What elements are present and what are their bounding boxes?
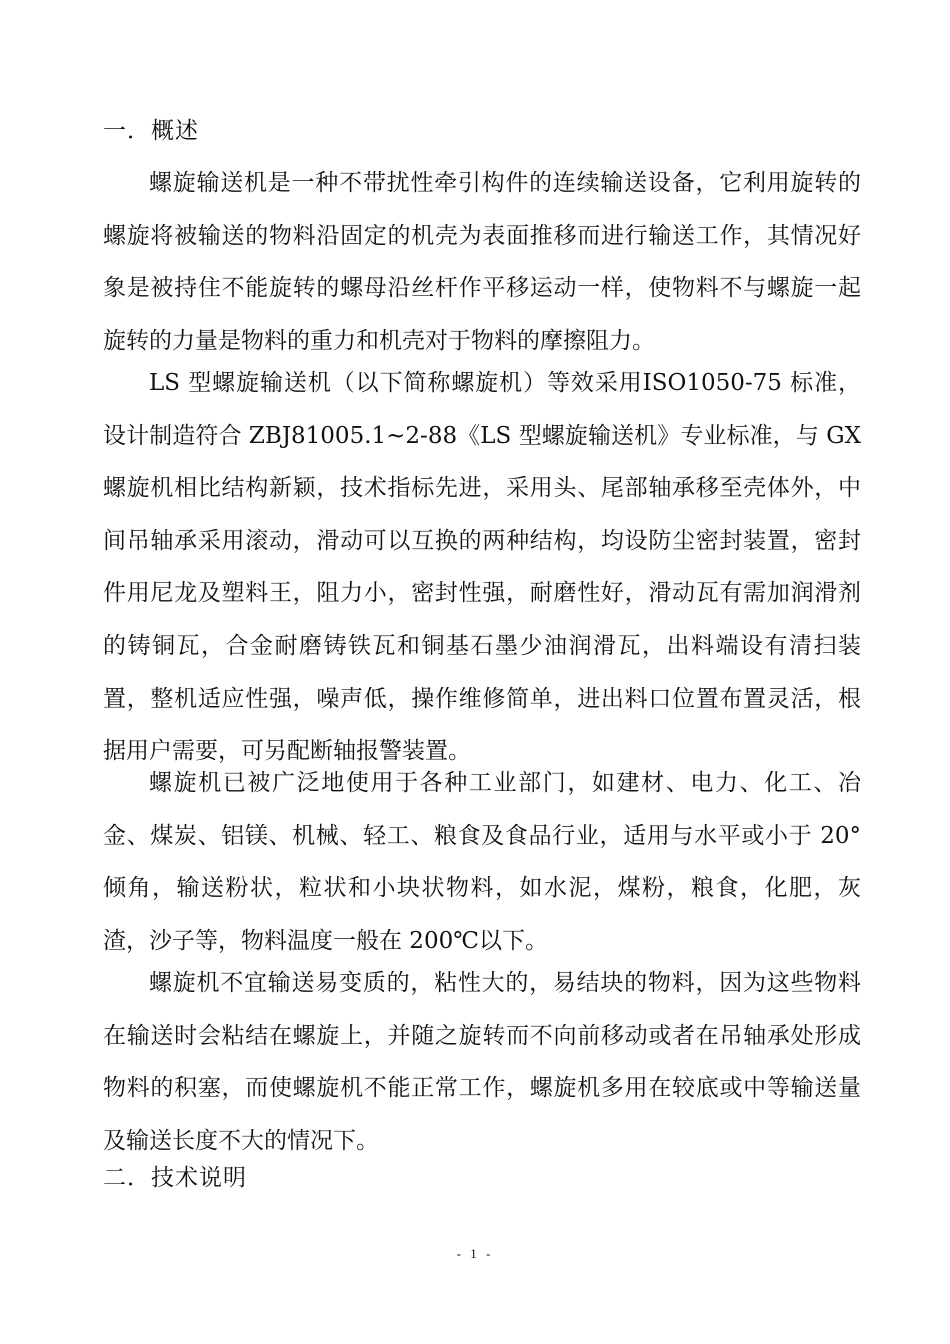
paragraph-ls-type-description: LS 型螺旋输送机（以下简称螺旋机）等效采用ISO1050-75 标准，设计制造符合 ZBJ81005.1~2-88《LS 型螺旋输送机》专业标准，与 GX 螺旋机相比结构新颖，技术指标先进，采用头、尾部轴承移至壳体外，中间吊轴承采用滚动，滑动可以互换的两种结构，均设防尘密封装置，密封件用尼龙及塑料王，阻力小，密封性强，耐磨性好，滑动瓦有需加润滑剂的铸铜瓦，合金耐磨铸铁瓦和铜基石墨少油润滑瓦，出料端设有清扫装置，整机适应性强，噪声低，操作维修简单，进出料口位置布置灵活，根据用户需要，可另配断轴报警装置。 — [103, 370, 861, 765]
section-heading-technical-notes: 二．技术说明 — [103, 1165, 247, 1191]
paragraph-limitations: 螺旋机不宜输送易变质的，粘性大的，易结块的物料，因为这些物料在输送时会粘结在螺旋上，并随之旋转而不向前移动或者在吊轴承处形成物料的积塞，而使螺旋机不能正常工作，螺旋机多用在较底或中等输送量及输送长度不大的情况下。 — [103, 970, 861, 1154]
section-heading-overview: 一．概述 — [103, 118, 199, 144]
paragraph-definition: 螺旋输送机是一种不带扰性牵引构件的连续输送设备，它利用旋转的螺旋将被输送的物料沿固定的机壳为表面推移而进行输送工作，其情况好象是被持住不能旋转的螺母沿丝杆作平移运动一样，使物料不与螺旋一起旋转的力量是物料的重力和机壳对于物料的摩擦阻力。 — [103, 170, 861, 354]
page-number: - 1 - — [456, 1246, 494, 1261]
paragraph-applications: 螺旋机已被广泛地使用于各种工业部门，如建材、电力、化工、冶金、煤炭、铝镁、机械、轻工、粮食及食品行业，适用与水平或小于 20° 倾角，输送粉状，粒状和小块状物料，如水泥，煤粉，粮食，化肥，灰渣，沙子等，物料温度一般在 200℃以下。 — [103, 770, 861, 954]
